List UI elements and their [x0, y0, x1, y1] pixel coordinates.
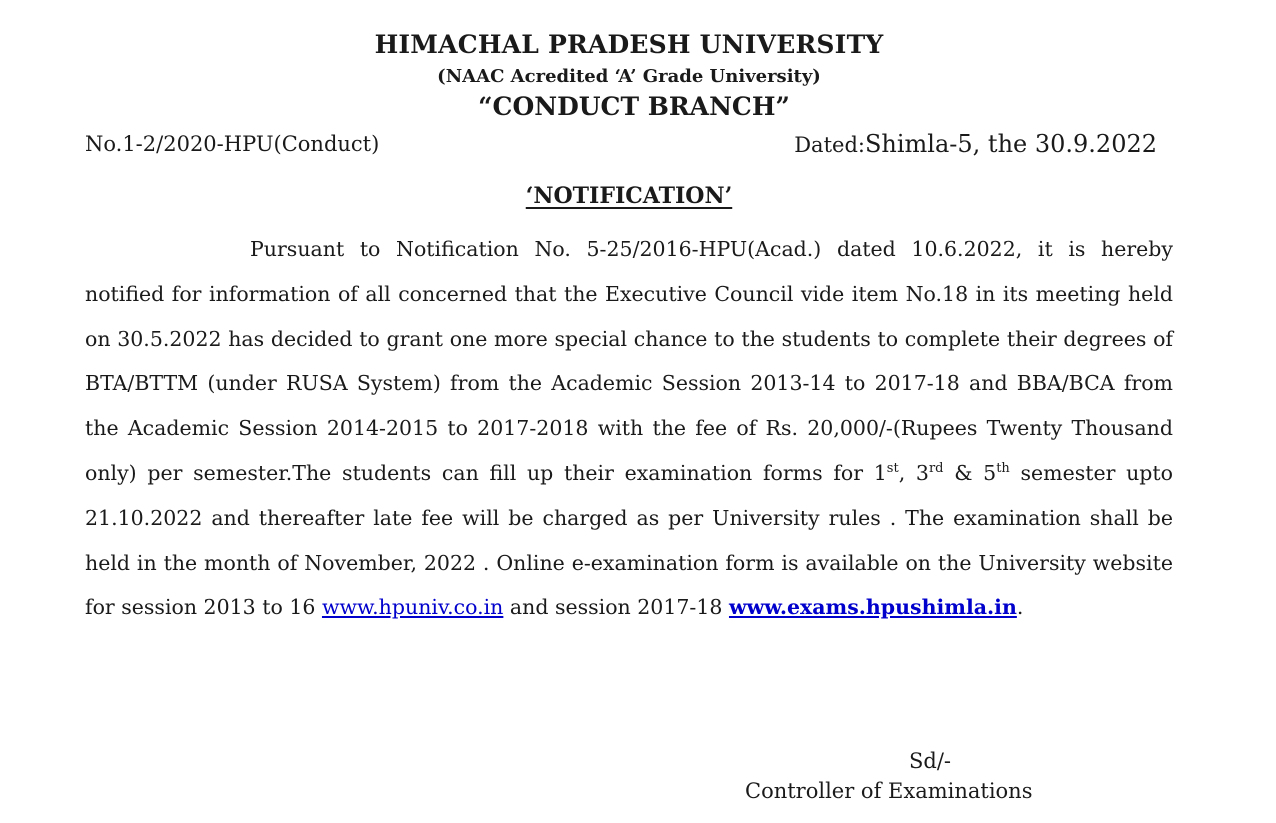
dated-label: Dated: [794, 133, 865, 157]
ordinal-suffix-3rd: rd [928, 461, 944, 477]
body-text-part2: semester upto 21.10.2022 and thereafter late fee will be charged as per University rules . The examination shall be held in the month of November, 2022 . Online e-examination form is available on the University website for session 2013 to 16 [85, 460, 1174, 620]
ordinal-suffix-1st: st [886, 461, 899, 477]
university-name: HIMACHAL PRADESH UNIVERSITY [374, 30, 884, 59]
notification-body [85, 227, 1173, 630]
ordinal-suffix-5th: th [996, 461, 1010, 477]
dated-value: Shimla-5, the 30.9.2022 [864, 130, 1157, 158]
body-text-part3: and session 2017-18 [503, 595, 729, 620]
hpuniv-website-link[interactable]: www.hpuniv.co.in [321, 595, 504, 620]
accreditation-line: (NAAC Acredited ‘A’ Grade University) [437, 66, 821, 87]
signature-mark: Sd/- [909, 749, 951, 773]
exams-website-link[interactable]: www.exams.hpushimla.in [728, 595, 1017, 620]
body-text-part1: Pursuant to Notification No. 5-25/2016-HPU(Acad.) dated 10.6.2022, it is hereby notified for information of all concerned that the Executive Council vide item No.18 in its meeting held on 30.5.2022 has decided to grant one more special chance to the students to complete their degrees of BTA/BTTM (under RUSA System) from the Academic Session 2013-14 to 2017-18 and BBA/BCA from the Academic Session 2014-2015 to 2017-2018 with the fee of Rs. 20,000/-(Rupees Twenty Thousand only) per semester.The students can fill up their examination forms for 1 [85, 237, 1173, 485]
notification-heading: ‘NOTIFICATION’ [525, 183, 733, 209]
reference-line [85, 129, 1157, 159]
reference-number: No.1-2/2020-HPU(Conduct) [85, 132, 380, 156]
body-text-sep2: & 5 [943, 460, 997, 485]
branch-title: “CONDUCT BRANCH” [478, 92, 790, 121]
reference-date [794, 129, 1157, 160]
body-text-sep1: , 3 [898, 460, 929, 485]
signatory-designation: Controller of Examinations [745, 779, 1033, 803]
body-text-end: . [1016, 595, 1024, 620]
